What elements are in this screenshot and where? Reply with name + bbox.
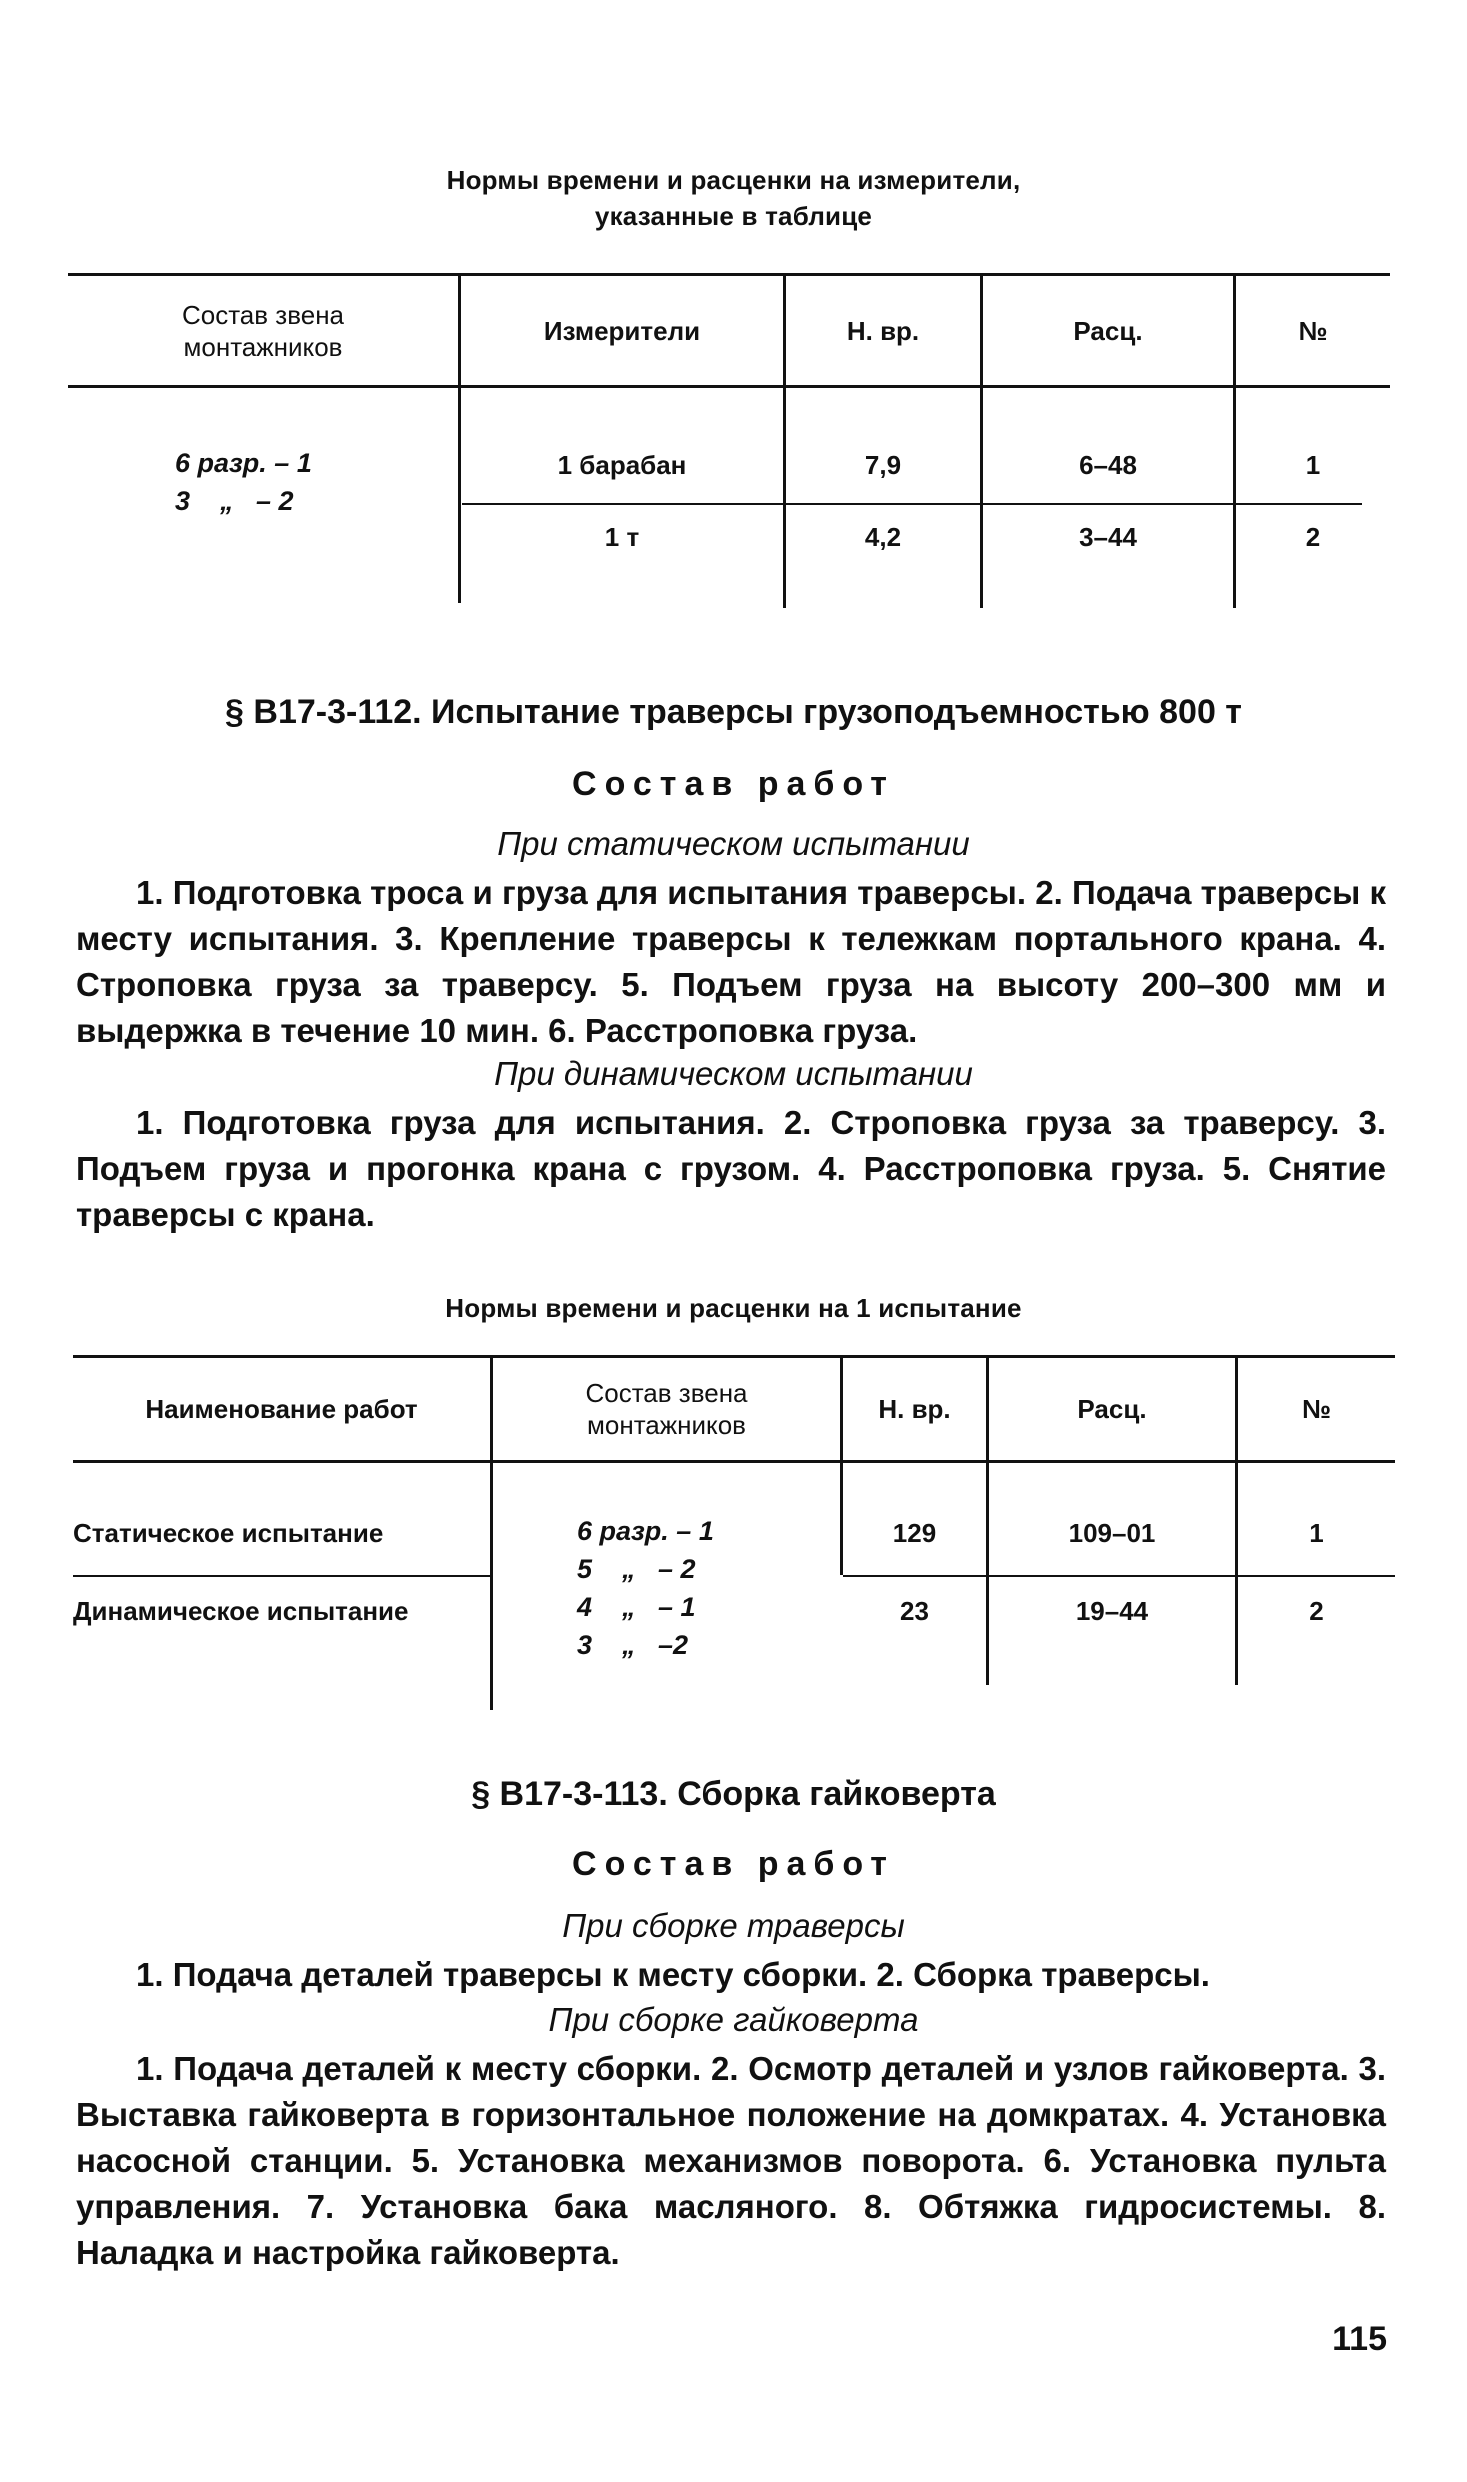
table1-header-rule	[68, 385, 1390, 388]
table1-row1-norm: 7,9	[864, 450, 902, 480]
table1-header-rate: Расц.	[1073, 315, 1143, 346]
table2-row1-work: Статическое испытание	[73, 1518, 384, 1548]
table1-row2-measure: 1 т	[604, 522, 640, 552]
page-number: 115	[1332, 2320, 1387, 2358]
table2-row-divider	[843, 1575, 1395, 1577]
table2-row2-norm: 23	[900, 1596, 929, 1626]
table2-row1-number: 1	[1309, 1518, 1324, 1548]
table2-header-rule	[73, 1460, 1395, 1463]
table1-header-norm: Н. вр.	[846, 315, 920, 346]
table1-row1-measure: 1 барабан	[557, 450, 687, 480]
table1-row1-number: 1	[1305, 450, 1321, 480]
section113-work-heading: Состав работ	[572, 1845, 895, 1883]
table2-header-crew: Состав звена монтажников	[585, 1378, 748, 1440]
section112-dynamic-heading: При динамическом испытании	[494, 1055, 973, 1092]
table1-header-crew: Состав звена монтажников	[181, 299, 345, 362]
section113-title: § В17-3-113. Сборка гайковерта	[471, 1775, 996, 1813]
section112-static-heading: При статическом испытании	[497, 825, 970, 862]
table1-row2-norm: 4,2	[864, 522, 902, 552]
table2-header-number: №	[1302, 1394, 1331, 1424]
table1-row1-rate: 6–48	[1079, 450, 1137, 480]
table1-row2-rate: 3–44	[1079, 522, 1137, 552]
section113-traverse-heading: При сборке траверсы	[562, 1907, 905, 1944]
section113-wrench-heading: При сборке гайковерта	[548, 2001, 919, 2038]
section112-title: § В17-3-112. Испытание траверсы грузоподъемностью 800 т	[225, 693, 1242, 731]
table2-header-rate: Расц.	[1077, 1394, 1147, 1424]
table1-caption-line1: Нормы времени и расценки на измерители,	[446, 165, 1021, 195]
table2-row1-rate: 109–01	[1068, 1518, 1156, 1548]
table2-row1-norm: 129	[892, 1518, 937, 1548]
table2-header-norm: Н. вр.	[878, 1394, 951, 1424]
section112-work-heading: Состав работ	[572, 765, 895, 803]
section113-traverse-text: 1. Подача деталей траверсы к месту сборки. 2. Сборка траверсы.	[136, 1956, 1210, 1993]
table2-row2-rate: 19–44	[1075, 1596, 1149, 1626]
table2-crew: 6 разр. – 1 5 „ – 2 4 „ – 1 3 „ –2	[577, 1516, 714, 1660]
table2-row2-number: 2	[1309, 1596, 1324, 1626]
section112-static-text: 1. Подготовка троса и груза для испытания траверсы. 2. Подача траверсы к месту испытания. 3. Крепление траверсы к тележкам портального крана. 4. Строповка груза за траверсу. 5. Подъем груза на высоту 200–300 мм и выдержка в течение 10 мин. 6. Расстроповка груза.	[76, 874, 1386, 1049]
table2-header-work: Наименование работ	[145, 1394, 418, 1424]
table1-row-divider	[462, 503, 1362, 505]
table2-caption: Нормы времени и расценки на 1 испытание	[445, 1293, 1022, 1323]
section112-dynamic-text: 1. Подготовка груза для испытания. 2. Строповка груза за траверсу. 3. Подъем груза и прогонка крана с грузом. 4. Расстроповка груза. 5. Снятие траверсы с крана.	[76, 1104, 1386, 1233]
table1-row2-number: 2	[1305, 522, 1321, 552]
table1-header-measures: Измерители	[543, 315, 701, 346]
section113-wrench-text: 1. Подача деталей к месту сборки. 2. Осмотр деталей и узлов гайковерта. 3. Выставка гайковерта в горизонтальное положение на домкратах. 4. Установка насосной станции. 5. Установка механизмов поворота. 6. Установка пульта управления. 7. Установка бака масляного. 8. Обтяжка гидросистемы. 8. Наладка и настройка гайковерта.	[76, 2050, 1386, 2271]
table2-work-divider	[73, 1575, 490, 1577]
table1-crew: 6 разр. – 1 3 „ – 2	[175, 448, 312, 516]
table1-caption-line2: указанные в таблице	[594, 201, 873, 231]
table2-row2-work: Динамическое испытание	[73, 1596, 409, 1626]
table1-header-number: №	[1298, 315, 1328, 346]
